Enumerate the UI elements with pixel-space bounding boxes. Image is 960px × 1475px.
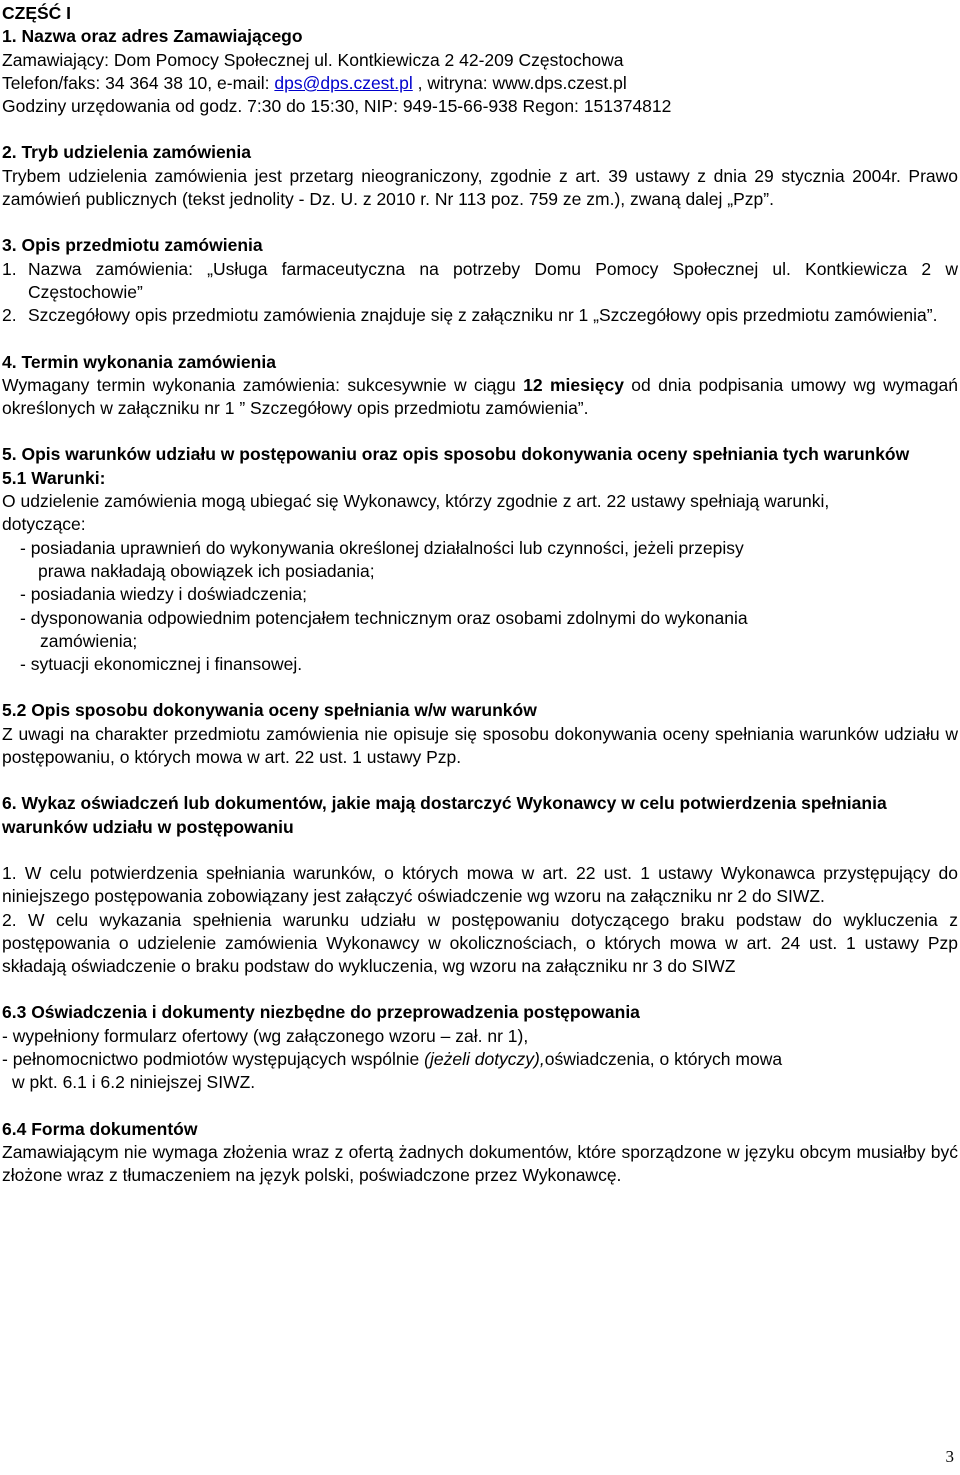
section-4-body [2,374,958,421]
page-number: 3 [945,1447,954,1466]
deadline-pre: Wymagany termin wykonania zamówienia: sukcesywnie w ciągu [2,374,524,395]
condition-item: - dysponowania odpowiednim potencjałem technicznym oraz osobami zdolnymi do wykonania [20,607,748,628]
list-item [2,304,958,327]
office-hours-line: Godziny urzędowania od godz. 7:30 do 15:30, NIP: 949-15-66-938 Regon: 151374812 [2,96,672,117]
document-item [2,1048,958,1071]
section-6 [2,792,958,1187]
list-item-text: Szczegółowy opis przedmiotu zamówienia znajduje się z załączniku nr 1 „Szczegółowy opis przedmiotu zamówienia”. [28,305,938,326]
section-6-heading: 6. Wykaz oświadczeń lub dokumentów, jakie mają dostarczyć Wykonawcy w celu potwierdzenia spełniania warunków udziału w postępowaniu [2,793,887,837]
list-item-text: Nazwa zamówienia: „Usługa farmaceutyczna na potrzeby Domu Pomocy Społecznej ul. Kontkiewicza 2 w Częstochowie” [28,258,958,302]
list-item-number: 2. [2,305,17,326]
section-5-1 [2,467,958,677]
section-6-3 [2,1001,958,1094]
list-item-number: 1. [2,258,17,279]
document-item-post: oświadczenia, o których mowa [544,1048,783,1069]
website-text: , witryna: www.dps.czest.pl [412,72,627,93]
section-2-body: Trybem udzielenia zamówienia jest przetarg nieograniczony, zgodnie z art. 39 ustawy z dnia 29 stycznia 2004r. Prawo zamówień publicznych (tekst jednolity - Dz. U. z 2010 r. Nr 113 poz. 759 ze zm.), zwaną dalej „Pzp”. [2,165,958,210]
condition-item: - posiadania wiedzy i doświadczenia; [20,584,307,605]
email-link[interactable]: dps@dps.czest.pl [274,72,413,93]
section-1 [2,25,958,118]
deadline-duration: 12 miesięcy [523,374,624,395]
section-6-3-heading: 6.3 Oświadczenia i dokumenty niezbędne do przeprowadzenia postępowania [2,1002,640,1023]
section-2 [2,141,958,211]
deadline-post: od dnia podpisania umowy wg wymagań określonych w załączniku nr 1 ” Szczegółowy opis przedmiotu zamówienia”. [2,374,959,419]
contact-prefix: Telefon/faks: 34 364 38 10, e-mail: [2,72,275,93]
section-6-paragraph-2: 2. W celu wykazania spełnienia warunku udziału w postępowaniu dotyczącego braku podstaw do wykluczenia z postępowania o udzielenie zamówienia Wykonawcy w okolicznościach, o których mowa w art. 24 ust. 1 ustawy Pzp składają oświadczenie o braku podstaw do wykluczenia, wg wzoru na załączniku nr 3 do SIWZ [2,909,958,977]
section-4 [2,351,958,421]
section-6-4-body: Zamawiającym nie wymaga złożenia wraz z ofertą żadnych dokumentów, które sporządzone w języku obcym musiałby być złożone wraz z tłumaczeniem na język polski, poświadczone przez Wykonawcę. [2,1141,958,1186]
section-5 [2,443,958,769]
condition-item-continued: prawa nakładają obowiązek ich posiadania; [38,560,375,581]
document-page [2,2,958,1187]
condition-item-continued: zamówienia; [40,630,138,651]
section-6-4-heading: 6.4 Forma dokumentów [2,1118,198,1139]
document-item-pre: - pełnomocnictwo podmiotów występujących wspólnie [2,1048,425,1069]
condition-item: - sytuacji ekonomicznej i finansowej. [20,654,303,675]
section-5-1-heading: 5.1 Warunki: [2,467,106,488]
section-5-heading: 5. Opis warunków udziału w postępowaniu oraz opis sposobu dokonywania oceny spełniania tych warunków [2,444,910,465]
part-title: CZĘŚĆ I [2,3,72,23]
condition-item: - posiadania uprawnień do wykonywania określonej działalności lub czynności, jeżeli przepisy [20,537,744,558]
document-item: - wypełniony formularz ofertowy (wg załączonego wzoru – zał. nr 1), [2,1025,529,1046]
section-4-heading: 4. Termin wykonania zamówienia [2,351,276,372]
section-6-4 [2,1118,958,1188]
section-2-heading: 2. Tryb udzielenia zamówienia [2,142,251,163]
contracting-authority-line: Zamawiający: Dom Pomocy Społecznej ul. Kontkiewicza 2 42-209 Częstochowa [2,49,624,70]
section-5-2-body: Z uwagi na charakter przedmiotu zamówienia nie opisuje się sposobu dokonywania oceny spełniania warunków udziału w postępowaniu, o których mowa w art. 22 ust. 1 ustawy Pzp. [2,723,958,768]
document-item-italic: (jeżeli dotyczy), [424,1048,545,1069]
section-5-2 [2,699,958,769]
section-5-2-heading: 5.2 Opis sposobu dokonywania oceny spełniania w/w warunków [2,700,537,721]
document-item-continued: w pkt. 6.1 i 6.2 niniejszej SIWZ. [12,1072,256,1093]
section-1-heading: 1. Nazwa oraz adres Zamawiającego [2,26,303,47]
section-3 [2,234,958,327]
contact-line [2,72,958,95]
list-item [2,258,958,305]
section-5-1-intro: O udzielenie zamówienia mogą ubiegać się Wykonawcy, którzy zgodnie z art. 22 ustawy spełniają warunki, dotyczące: [2,491,830,535]
section-3-heading: 3. Opis przedmiotu zamówienia [2,235,263,256]
section-6-paragraph-1: 1. W celu potwierdzenia spełniania warunków, o których mowa w art. 22 ust. 1 ustawy Wykonawca przystępujący do niniejszego postępowania zobowiązany jest załączyć oświadczenie wg wzoru na załączniku nr 2 do SIWZ. [2,862,958,907]
